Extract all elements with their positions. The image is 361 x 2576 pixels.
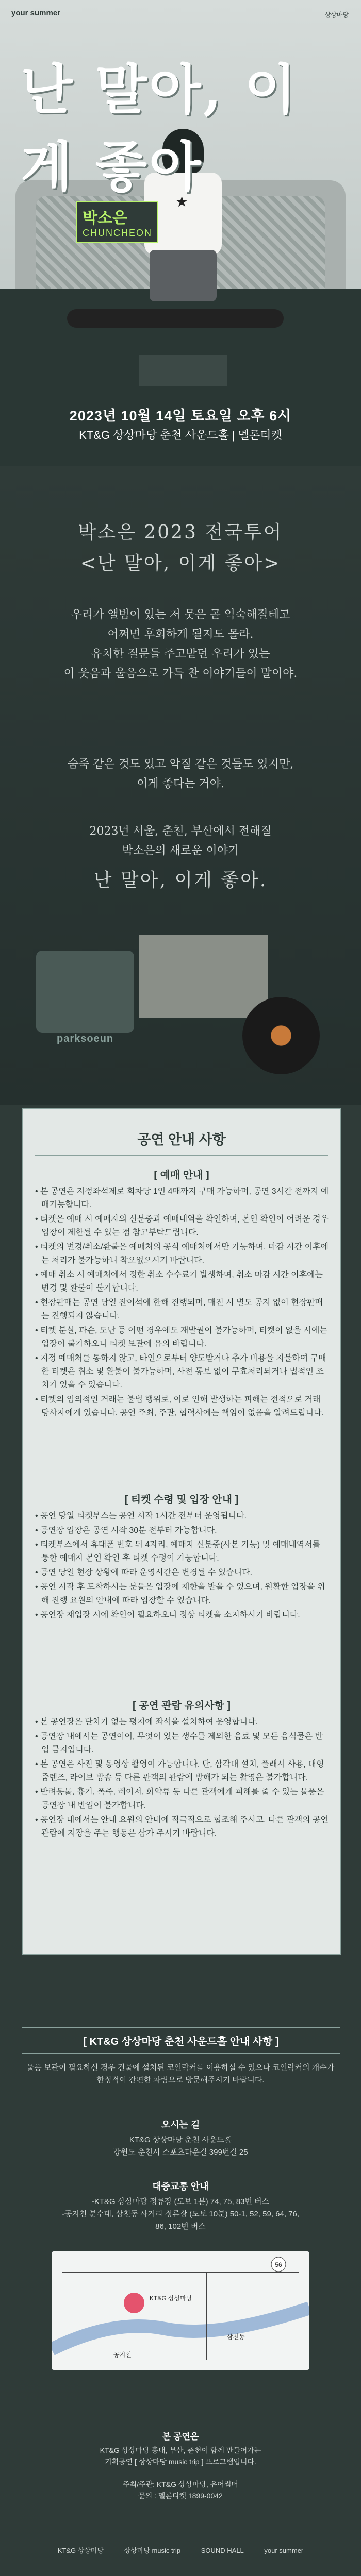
footer-text: KT&G 상상마당 홍대, 부산, 춘천이 함께 만들어가는 기획공연 [ 상상마당 music trip ] 프로그램입니다. 주최/주관: KT&G 상상마당, 유어썸머 문의 : 멜론티켓 1899-0042	[100, 2446, 261, 2500]
map-graphic	[52, 2251, 309, 2370]
footer-title: 본 공연은	[162, 2432, 199, 2442]
list-item: • 공연장 재입장 시에 확인이 필요하오니 정상 티켓을 소지하시기 바랍니다.	[35, 1608, 329, 1622]
album-items	[139, 355, 227, 386]
story-closing-line: 난 말아, 이게 좋아.	[93, 870, 268, 891]
list-item: • 본 공연은 지정좌석제로 회차당 1인 4매까지 구매 가능하며, 공연 3시간 전까지 예매가능합니다.	[35, 1185, 329, 1212]
merch-photo-cards	[139, 935, 268, 1018]
directions-address: KT&G 상상마당 춘천 사운드홀 강원도 춘천시 스포츠타운길 399번길 25	[113, 2136, 248, 2157]
info-box	[22, 1108, 341, 1955]
venue-notice-text: 물품 보관이 필요하신 경우 건물에 설치된 코인락커를 이용하실 수 있으나 코인락커의 개수가 한정적이 간편한 차림으로 방문해주시기 바랍니다.	[26, 2063, 335, 2084]
list-item: • 예매 취소 시 예매처에서 정한 취소 수수료가 발생하며, 취소 마감 시간 이후에는 변경 및 환불이 불가합니다.	[35, 1268, 329, 1295]
divider	[35, 1155, 328, 1156]
road-number: 56	[275, 2261, 282, 2268]
venue-section	[0, 1968, 361, 2576]
artist-name: 박소은	[83, 209, 127, 227]
info-title: 공연 안내 사항	[137, 1132, 226, 1147]
river-shape	[52, 2308, 309, 2349]
story-paragraph-1: 우리가 앨범이 있는 저 뭇은 곧 익숙해질테고 어쩌면 후회하게 될지도 몰라. 유치한 질문들 주고받던 우리가 있는 이 웃음과 울음으로 가득 찬 이야기들이 말이야.	[63, 608, 298, 680]
vinyl-record-icon	[242, 997, 320, 1074]
map-label-venue: KT&G 상상마당	[150, 2295, 192, 2302]
list-item: • 공연 당일 티켓부스는 공연 시작 1시간 전부터 운영됩니다.	[35, 1510, 329, 1523]
event-date: 2023년 10월 14일 토요일 오후 6시	[69, 408, 292, 423]
sponsor-logo: your summer	[264, 2547, 304, 2554]
map-label-stream: 공지천	[113, 2351, 132, 2359]
list-item: • 지정 예매처를 통하지 않고, 타인으로부터 양도받거나 추가 비용을 지불하여 구매한 티켓은 취소 및 환불이 불가능하며, 사전 통보 없이 무효처리되거나 법적인 조치가 있을 수 있습니다.	[35, 1352, 329, 1392]
list-item: • 반려동물, 흉기, 폭죽, 레이저, 화약류 등 다른 관객에게 피해를 줄 수 있는 물품은 공연장 내 반입이 불가합니다.	[35, 1786, 329, 1812]
star-icon: ★	[175, 194, 189, 210]
list-item: • 티켓은 예매 시 예매자의 신분증과 예매내역을 확인하며, 본인 확인이 어려운 경우 입장이 제한될 수 있는 점 참고부탁드립니다.	[35, 1213, 329, 1240]
list-item: • 공연장 내에서는 공연이어, 무엇이 있는 생수를 제외한 음료 및 모든 음식물은 반입 금지입니다.	[35, 1730, 329, 1757]
merch-display	[36, 930, 325, 1079]
sponsor-logo: SOUND HALL	[201, 2547, 244, 2554]
entry-list	[35, 1510, 329, 1623]
sponsor-logos	[0, 2545, 361, 2555]
artist-city: CHUNCHEON	[83, 228, 152, 238]
list-item: • 본 공연장은 단차가 없는 평지에 좌석을 설치하여 운영합니다.	[35, 1716, 329, 1729]
artist-badge	[76, 201, 158, 243]
brand-logo-right: 상상마당	[324, 11, 349, 19]
list-item: • 공연 시작 후 도착하시는 분들은 입장에 제한을 받을 수 있으며, 원활한 입장을 위해 진행 요원의 안내에 따라 입장할 수 있습니다.	[35, 1581, 329, 1607]
list-item: • 본 공연은 사진 및 동영상 촬영이 가능합니다. 단, 삼각대 설치, 플래시 사용, 대형 줌렌즈, 라이브 방송 등 다른 관객의 관람에 방해가 되는 촬영은 불가합니다.	[35, 1758, 329, 1785]
booking-list	[35, 1185, 329, 1421]
event-venue: KT&G 상상마당 춘천 사운드홀 | 멜론티켓	[79, 429, 282, 442]
story-section	[0, 466, 361, 1105]
merch-bag	[36, 951, 134, 1033]
list-item: • 공연 당일 현장 상황에 따라 운영시간은 변경될 수 있습니다.	[35, 1566, 329, 1580]
tour-subtitle: <난 말아, 이게 좋아>	[80, 553, 281, 574]
list-item: • 티켓 분실, 파손, 도난 등 어떤 경우에도 재발권이 불가능하며, 티켓이 없을 시에는 입장이 불가하오니 티켓 보관에 유의 바랍니다.	[35, 1324, 329, 1351]
artist-pants	[150, 250, 217, 301]
skateboard	[67, 309, 284, 328]
sponsor-logo: KT&G 상상마당	[57, 2547, 104, 2554]
booking-section-title: [ 예매 안내 ]	[154, 1170, 209, 1181]
viewing-list	[35, 1716, 329, 1841]
directions-title: 오시는 길	[161, 2120, 200, 2130]
hero-title: 난 말아, 이게 좋아	[21, 58, 299, 198]
merch-logo: parksoeun	[57, 1033, 114, 1044]
hero-section	[0, 0, 361, 466]
story-paragraph-3: 2023년 서울, 춘천, 부산에서 전해질 박소은의 새로운 이야기	[89, 825, 272, 857]
location-pin-icon	[124, 2293, 144, 2313]
map-label-district: 삼천동	[227, 2333, 245, 2341]
list-item: • 티켓부스에서 휴대폰 번호 뒤 4자리, 예매자 신분증(사본 가능) 및 예매내역서를 통한 예매자 본인 확인 후 티켓 수령이 가능합니다.	[35, 1538, 329, 1565]
location-map	[52, 2251, 309, 2370]
transit-title: 대중교통 안내	[152, 2181, 209, 2192]
brand-logo-left: your summer	[11, 9, 61, 18]
venue-notice-title: [ KT&G 상상마당 춘천 사운드홀 안내 사항 ]	[22, 2027, 340, 2054]
story-paragraph-2: 숨죽 같은 것도 있고 악질 같은 것들도 있지만, 이게 좋다는 거야.	[67, 758, 294, 790]
transit-text: -KT&G 상상마당 정류장 (도보 1분) 74, 75, 83번 버스 -공지천 분수대, 삼천동 사거리 정류장 (도보 10분) 50-1, 52, 59, 64, 76, 86, 102번 버스	[61, 2197, 300, 2231]
list-item: • 공연장 입장은 공연 시작 30분 전부터 가능합니다.	[35, 1524, 329, 1537]
entry-section-title: [ 티켓 수령 및 입장 안내 ]	[124, 1494, 239, 1505]
list-item: • 현장판매는 공연 당일 잔여석에 한해 진행되며, 매진 시 별도 공지 없이 현장판매는 진행되지 않습니다.	[35, 1296, 329, 1323]
list-item: • 티켓의 변경/취소/환불은 예매처의 공식 예매처에서만 가능하며, 마감 시간 이후에는 처리가 불가능하니 착오없으시기 바랍니다.	[35, 1241, 329, 1267]
tour-title: 박소은 2023 전국투어	[78, 522, 283, 543]
list-item: • 공연장 내에서는 안내 요원의 안내에 적극적으로 협조해 주시고, 다른 관객의 공연 관람에 지장을 주는 행동은 삼가 주시기 바랍니다.	[35, 1814, 329, 1840]
sponsor-logo: 상상마당 music trip	[124, 2547, 181, 2554]
viewing-section-title: [ 공연 관람 유의사항 ]	[132, 1700, 231, 1711]
list-item: • 티켓의 임의적인 거래는 불법 행위로, 이로 인해 발생하는 피해는 전적으로 거래 당사자에게 있습니다. 공연 주최, 주관, 협력사에는 책임이 없음을 알려드립니다.	[35, 1393, 329, 1420]
